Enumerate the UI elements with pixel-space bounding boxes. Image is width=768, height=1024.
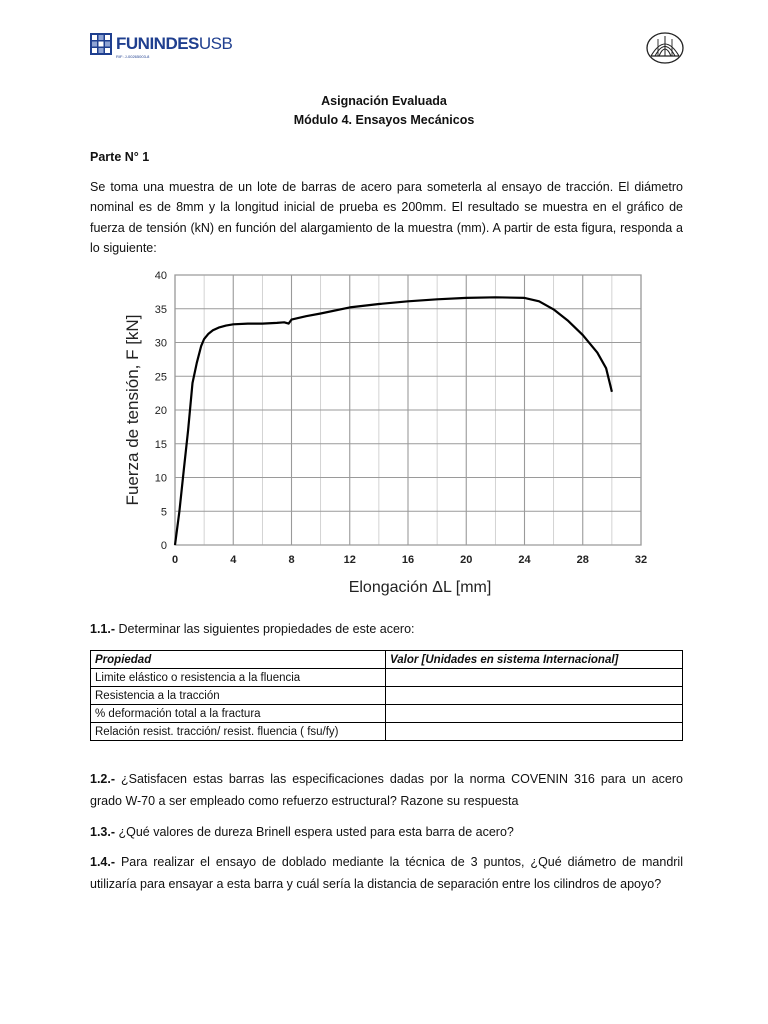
table-header-row	[91, 651, 683, 669]
x-tick-label: 32	[634, 554, 648, 566]
table-cell-property: Resistencia a la tracción	[91, 687, 386, 705]
properties-table	[90, 650, 683, 741]
table-cell-value	[386, 723, 683, 741]
x-tick-label: 8	[288, 554, 295, 566]
table-row	[91, 705, 683, 723]
y-tick-label: 40	[154, 270, 167, 282]
question-number: 1.3.-	[90, 825, 116, 839]
table-row	[91, 687, 683, 705]
table-cell-property: Relación resist. tracción/ resist. fluencia ( fsu/fy)	[91, 723, 386, 741]
question-text: Para realizar el ensayo de doblado mediante la técnica de 3 puntos, ¿Qué diámetro de mandril utilizaría para ensayar a esta barra y cuál sería la distancia de separación entre los cilindros de apoyo?	[90, 855, 683, 891]
table-header-property: Propiedad	[91, 651, 386, 669]
page-header	[90, 30, 685, 70]
force-elongation-chart	[118, 265, 658, 600]
logo-name: FUNINDES	[116, 34, 199, 53]
table-row	[91, 669, 683, 687]
document-title: Asignación Evaluada	[321, 94, 447, 108]
x-tick-label: 24	[518, 554, 531, 566]
table-cell-value	[386, 705, 683, 723]
chart-grid	[175, 275, 641, 545]
y-tick-label: 15	[154, 438, 167, 451]
funindes-grid-logo-icon	[90, 33, 112, 55]
x-axis-label: Elongación ΔL [mm]	[348, 579, 492, 596]
question-number: 1.1.-	[90, 622, 116, 636]
table-header-value: Valor [Unidades en sistema Internacional]	[386, 651, 683, 669]
table-cell-value	[386, 669, 683, 687]
y-tick-label: 10	[154, 472, 167, 485]
logo-wordmark	[116, 34, 232, 54]
question-number: 1.4.-	[90, 855, 116, 869]
y-tick-label: 35	[154, 303, 167, 316]
x-tick-label: 0	[171, 554, 179, 566]
question-1-2	[90, 768, 683, 812]
table-cell-property: Limite elástico o resistencia a la fluencia	[91, 669, 386, 687]
x-tick-label: 16	[401, 554, 415, 566]
question-1-4	[90, 851, 683, 895]
y-axis-label: Fuerza de tensión, F [kN]	[123, 314, 142, 506]
y-tick-label: 25	[154, 371, 167, 384]
funindes-logo	[90, 33, 232, 55]
table-cell-property: % deformación total a la fractura	[91, 705, 386, 723]
y-tick-label: 0	[160, 540, 167, 552]
logo-rif: RIF: J-00265003-8	[116, 54, 150, 59]
question-text: ¿Qué valores de dureza Brinell espera usted para esta barra de acero?	[115, 825, 514, 839]
y-tick-label: 5	[160, 506, 167, 519]
x-tick-label: 4	[230, 554, 237, 566]
usb-dome-seal-icon	[645, 30, 685, 64]
y-tick-label: 20	[154, 405, 167, 417]
section-heading: Parte N° 1	[90, 150, 150, 164]
logo-suffix: USB	[198, 34, 233, 53]
question-1-1	[90, 618, 683, 640]
y-tick-label: 30	[154, 337, 167, 350]
question-number: 1.2.-	[90, 772, 116, 786]
intro-paragraph: Se toma una muestra de un lote de barras de acero para someterla al ensayo de tracción. El diámetro nominal es de 8mm y la longitud inicial de prueba es 200mm. El resultado se muestra en el gráfico de fuerza de tensión (kN) en función del alargamiento de la muestra (mm). A partir de esta figura, responda a lo siguiente:	[90, 180, 683, 256]
x-tick-label: 20	[460, 554, 473, 566]
x-tick-label: 12	[343, 554, 356, 566]
table-row	[91, 723, 683, 741]
question-text: ¿Satisfacen estas barras las especificaciones dadas por la norma COVENIN 316 para un acero grado W-70 a ser empleado como refuerzo estructural? Razone su respuesta	[90, 772, 683, 808]
module-title: Módulo 4. Ensayos Mecánicos	[293, 113, 475, 127]
table-cell-value	[386, 687, 683, 705]
x-tick-label: 28	[576, 554, 589, 566]
question-text: Determinar las siguientes propiedades de este acero:	[115, 622, 415, 636]
question-1-3	[90, 821, 683, 843]
